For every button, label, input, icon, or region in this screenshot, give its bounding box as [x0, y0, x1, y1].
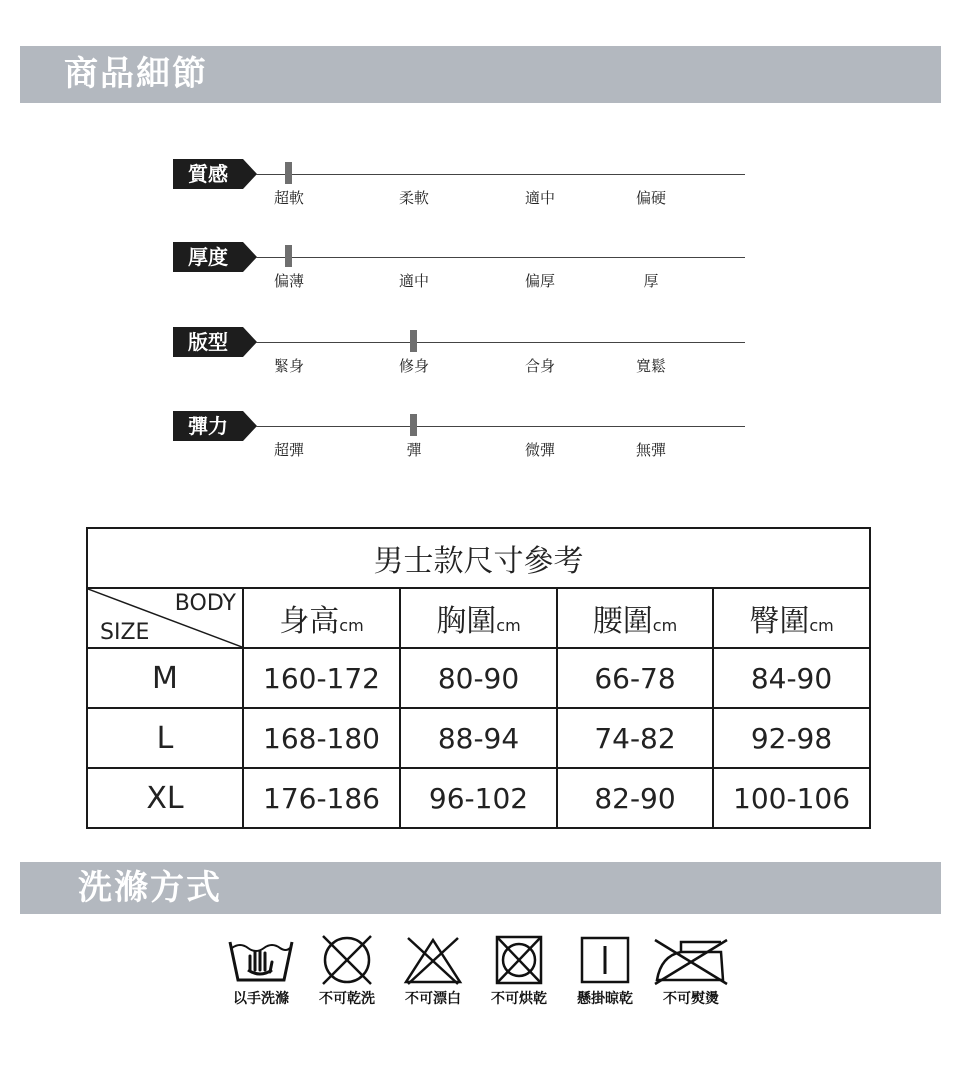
- corner-size-label: SIZE: [100, 620, 150, 645]
- attribute-label: 版型: [173, 327, 243, 357]
- wash-care-item: [304, 934, 390, 1008]
- wash-care-item: [390, 934, 476, 1008]
- table-cell: 66-78: [557, 648, 713, 708]
- table-cell: 176-186: [243, 768, 400, 828]
- size-cell: M: [87, 648, 243, 708]
- table-cell: 100-106: [713, 768, 870, 828]
- no-iron-icon: [651, 934, 731, 986]
- column-header-hip: [713, 588, 870, 648]
- attribute-option: 柔軟: [398, 189, 429, 207]
- size-chart-title: 男士款尺寸參考: [87, 528, 870, 588]
- table-cell: 168-180: [243, 708, 400, 768]
- attribute-row-fit: [0, 327, 960, 387]
- wash-care-label: 不可乾洗: [319, 991, 375, 1007]
- column-header-waist: [557, 588, 713, 648]
- details-section-header: [20, 46, 941, 103]
- attribute-option: 適中: [398, 272, 429, 290]
- wash-care-label: 以手洗滌: [233, 991, 289, 1007]
- attribute-option: 偏硬: [635, 189, 666, 207]
- attribute-scale-line: [256, 426, 745, 427]
- wash-care-label: 不可漂白: [405, 991, 461, 1007]
- attribute-option: 無彈: [635, 441, 666, 459]
- attribute-option: 偏薄: [273, 272, 304, 290]
- size-chart-corner-cell: [87, 588, 243, 648]
- column-header-label: 身高: [279, 604, 340, 639]
- attribute-row-elasticity: [0, 411, 960, 471]
- table-cell: 82-90: [557, 768, 713, 828]
- no-tumble-dry-icon: [488, 934, 550, 986]
- table-cell: 160-172: [243, 648, 400, 708]
- table-row: [87, 708, 870, 768]
- attribute-option: 修身: [398, 357, 429, 375]
- column-header-label: 胸圍: [436, 604, 497, 639]
- attribute-option: 彈: [406, 441, 422, 459]
- table-cell: 74-82: [557, 708, 713, 768]
- wash-care-item: [648, 934, 734, 1008]
- column-header-label: 腰圍: [592, 604, 653, 639]
- table-cell: 96-102: [400, 768, 557, 828]
- attribute-marker: [410, 330, 417, 352]
- hand-wash-icon: [222, 934, 300, 986]
- column-header-height: [243, 588, 400, 648]
- size-chart-header-row: [87, 588, 870, 648]
- attribute-row-thickness: [0, 242, 960, 302]
- table-cell: 88-94: [400, 708, 557, 768]
- attribute-marker: [285, 162, 292, 184]
- attribute-marker: [410, 414, 417, 436]
- table-row: [87, 768, 870, 828]
- attribute-row-texture: [0, 159, 960, 219]
- attribute-scale-line: [256, 174, 745, 175]
- attribute-marker: [285, 245, 292, 267]
- column-header-label: 臀圍: [749, 604, 810, 639]
- size-chart-table: [86, 527, 871, 829]
- attribute-label: 彈力: [173, 411, 243, 441]
- attribute-option: 緊身: [273, 357, 304, 375]
- wash-care-label: 懸掛晾乾: [577, 991, 633, 1007]
- wash-care-label: 不可烘乾: [491, 991, 547, 1007]
- unit-label: cm: [496, 616, 521, 635]
- attribute-scale-line: [256, 342, 745, 343]
- table-cell: 84-90: [713, 648, 870, 708]
- size-cell: L: [87, 708, 243, 768]
- attribute-option: 寬鬆: [635, 357, 666, 375]
- attribute-option: 微彈: [524, 441, 555, 459]
- wash-care-item: [476, 934, 562, 1008]
- unit-label: cm: [809, 616, 834, 635]
- table-cell: 80-90: [400, 648, 557, 708]
- details-section-title: 商品細節: [64, 54, 208, 94]
- attribute-option: 偏厚: [524, 272, 555, 290]
- wash-care-icons: [0, 934, 960, 1024]
- attribute-option: 適中: [524, 189, 555, 207]
- corner-body-label: BODY: [174, 591, 236, 616]
- attribute-option: 厚: [643, 272, 659, 290]
- wash-section-header: [20, 862, 941, 914]
- attribute-label: 厚度: [173, 242, 243, 272]
- wash-care-item: [218, 934, 304, 1008]
- size-cell: XL: [87, 768, 243, 828]
- attribute-option: 超彈: [273, 441, 304, 459]
- wash-section-title: 洗滌方式: [78, 868, 222, 908]
- hang-dry-icon: [574, 934, 636, 986]
- no-wash-icon: [317, 934, 377, 986]
- wash-care-label: 不可熨燙: [663, 991, 719, 1007]
- unit-label: cm: [339, 616, 364, 635]
- wash-care-item: [562, 934, 648, 1008]
- attribute-label: 質感: [173, 159, 243, 189]
- no-bleach-icon: [402, 934, 464, 986]
- attribute-option: 合身: [524, 357, 555, 375]
- attribute-scale-line: [256, 257, 745, 258]
- attribute-option: 超軟: [273, 189, 304, 207]
- column-header-chest: [400, 588, 557, 648]
- unit-label: cm: [652, 616, 678, 635]
- table-cell: 92-98: [713, 708, 870, 768]
- table-row: [87, 648, 870, 708]
